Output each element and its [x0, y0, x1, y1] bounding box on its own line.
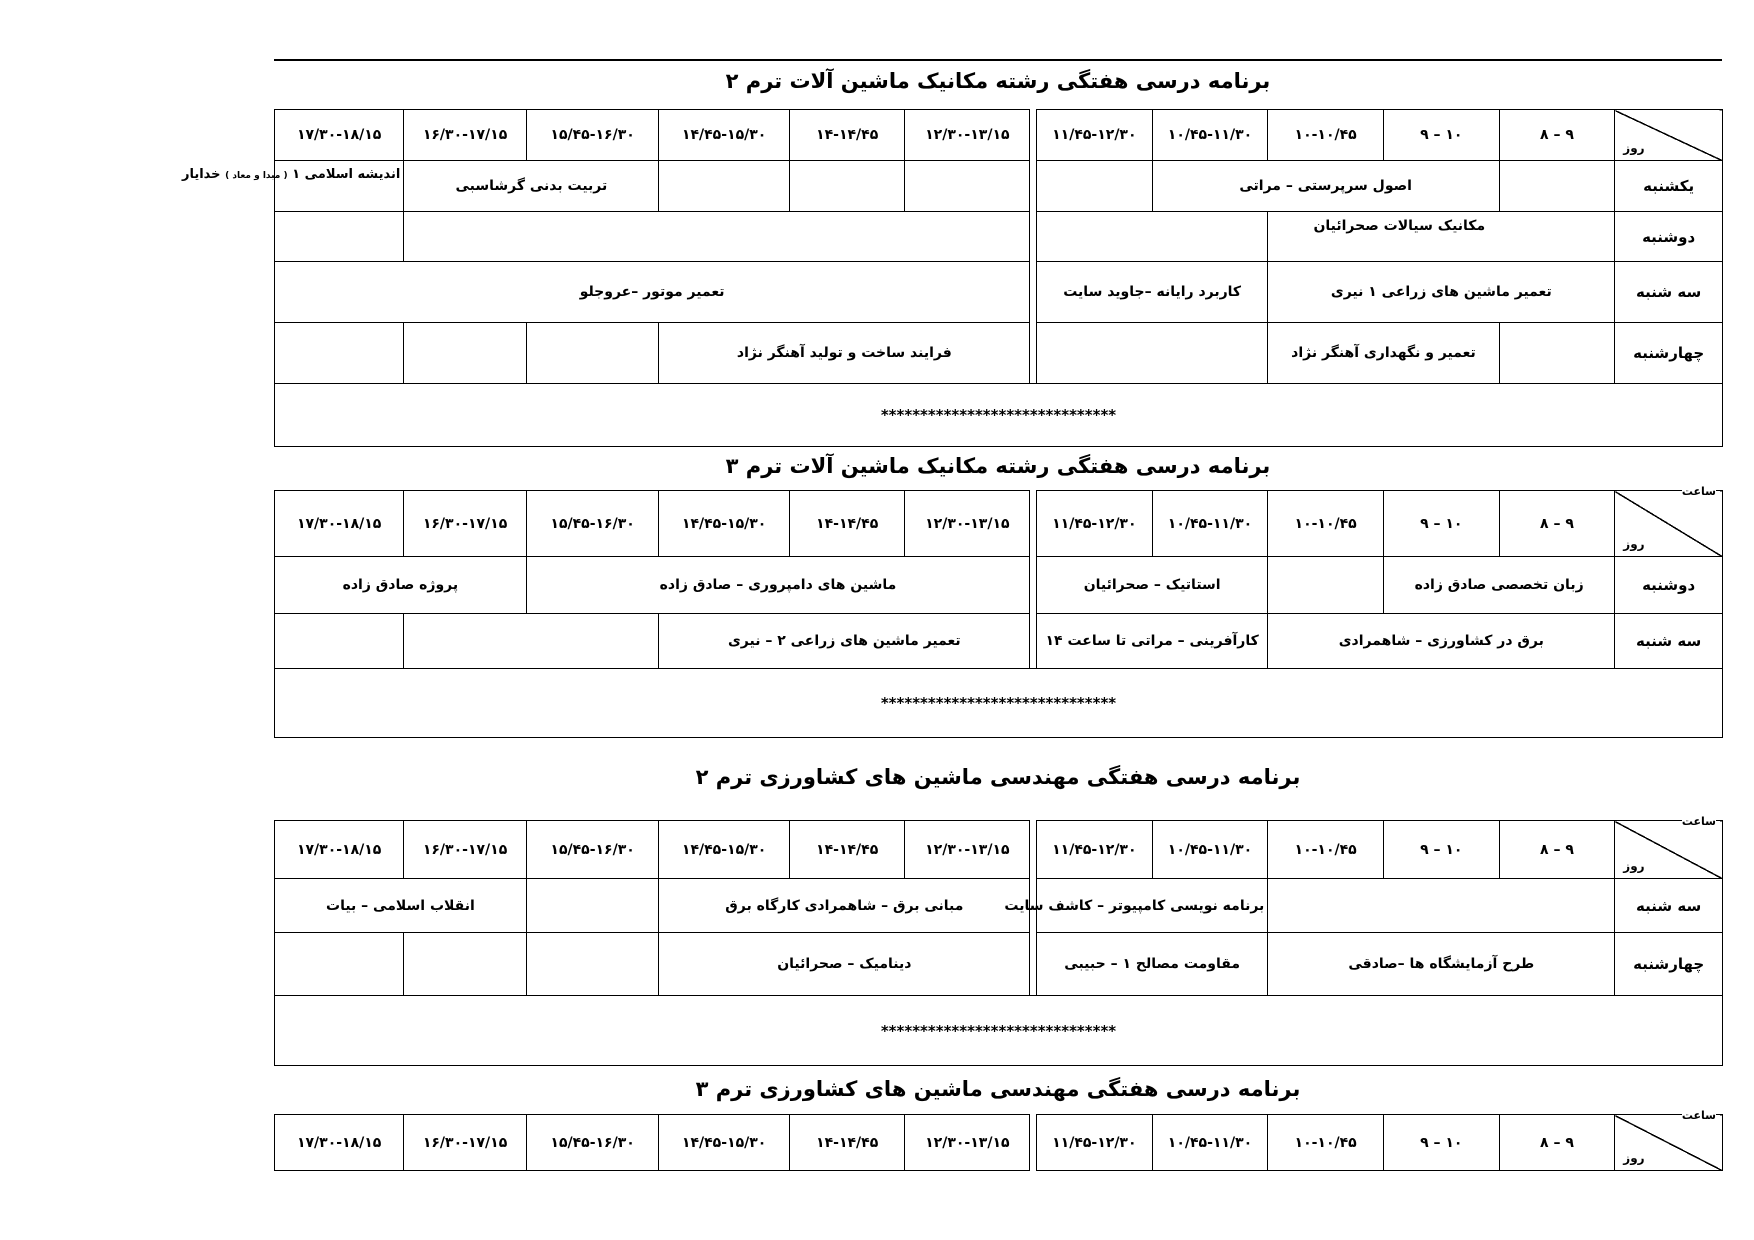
time-header: ۹ – ۱۰ — [1383, 821, 1499, 879]
course-cell: مبانی برق – شاهمرادی کارگاه برق — [659, 879, 1030, 933]
column-gap — [1030, 110, 1037, 161]
day-time-corner — [1615, 1109, 1723, 1171]
schedule-cell — [404, 614, 659, 669]
time-header: ۱۰/۴۵-۱۱/۳۰ — [1152, 491, 1268, 557]
time-label: ساعت — [1681, 815, 1716, 828]
time-header: ۸ – ۹ — [1499, 491, 1615, 557]
course-cell: کاربرد رایانه –جاوید سایت — [1037, 262, 1268, 323]
course-note: ( مبدا و معاد ) — [225, 171, 288, 181]
course-cell: دینامیک – صحرائیان — [659, 933, 1030, 996]
schedule-cell — [1268, 557, 1384, 614]
course-cell: کارآفرینی – مراتی تا ساعت ۱۴ — [1037, 614, 1268, 669]
time-header: ۱۱/۴۵-۱۲/۳۰ — [1037, 110, 1153, 161]
day-time-corner — [1615, 110, 1723, 161]
course-cell — [181, 161, 404, 212]
time-header: ۱۷/۳۰-۱۸/۱۵ — [275, 491, 404, 557]
schedule-cell — [1499, 323, 1615, 384]
separator-stars: ****************************** — [275, 384, 1723, 447]
time-header: ۱۴-۱۴/۴۵ — [789, 821, 905, 879]
time-header: ۱۴/۴۵-۱۵/۳۰ — [659, 491, 789, 557]
schedule-cell — [275, 212, 404, 262]
time-header: ۱۴/۴۵-۱۵/۳۰ — [659, 1115, 789, 1171]
day-label: روز — [1623, 537, 1645, 551]
course-cell: اصول سرپرستی – مراتی — [1152, 161, 1499, 212]
schedule-cell — [526, 323, 659, 384]
time-header: ۸ – ۹ — [1499, 1115, 1615, 1171]
course-cell: ماشین های دامپروری – صادق زاده — [526, 557, 1029, 614]
day-label: روز — [1623, 859, 1645, 873]
time-header: ۱۲/۳۰-۱۳/۱۵ — [905, 491, 1030, 557]
time-header: ۱۶/۳۰-۱۷/۱۵ — [404, 821, 526, 879]
time-header: ۱۴/۴۵-۱۵/۳۰ — [659, 110, 789, 161]
time-header: ۱۱/۴۵-۱۲/۳۰ — [1037, 821, 1153, 879]
course-name: اندیشه اسلامی ۱ — [292, 167, 401, 182]
schedule-cell — [275, 933, 404, 996]
instructor-name: خدایار — [181, 167, 221, 182]
schedule-cell — [275, 614, 404, 669]
column-gap — [1030, 212, 1037, 262]
time-header: ۱۴-۱۴/۴۵ — [789, 1115, 905, 1171]
column-gap — [1030, 614, 1037, 669]
time-label: ساعت — [1681, 485, 1716, 498]
day-cell: سه شنبه — [1615, 262, 1723, 323]
time-header: ۱۶/۳۰-۱۷/۱۵ — [404, 110, 526, 161]
schedule-cell — [1499, 212, 1615, 262]
course-cell: برق در کشاورزی – شاهمرادی — [1268, 614, 1615, 669]
course-cell: برنامه نویسی کامپیوتر – کاشف سایت — [1037, 879, 1268, 933]
time-header: ۱۴/۴۵-۱۵/۳۰ — [659, 821, 789, 879]
separator-stars: ****************************** — [275, 996, 1723, 1066]
time-header: ۹ – ۱۰ — [1383, 110, 1499, 161]
column-gap — [1030, 323, 1037, 384]
schedule-cell — [659, 161, 789, 212]
course-cell: تعمیر ماشین های زراعی ۱ نیری — [1268, 262, 1615, 323]
time-header: ۱۰-۱۰/۴۵ — [1268, 110, 1384, 161]
course-cell: انقلاب اسلامی – بیات — [275, 879, 527, 933]
course-cell: زبان تخصصی صادق زاده — [1383, 557, 1614, 614]
time-header: ۹ – ۱۰ — [1383, 1115, 1499, 1171]
schedule-title: برنامه درسی هفتگی رشته مکانیک ماشین آلات ترم ۲ — [725, 69, 1271, 93]
column-gap — [1030, 491, 1037, 557]
schedule-cell — [526, 879, 659, 933]
time-header: ۱۷/۳۰-۱۸/۱۵ — [275, 821, 404, 879]
course-cell: طرح آزمایشگاه ها –صادقی — [1268, 933, 1615, 996]
day-cell: چهارشنبه — [1615, 933, 1723, 996]
day-cell: چهارشنبه — [1615, 323, 1723, 384]
day-cell: سه شنبه — [1615, 614, 1723, 669]
schedule-table — [274, 485, 1723, 738]
time-header: ۱۵/۴۵-۱۶/۳۰ — [526, 491, 659, 557]
day-cell: سه شنبه — [1615, 879, 1723, 933]
time-header: ۱۰-۱۰/۴۵ — [1268, 821, 1384, 879]
schedule-title: برنامه درسی هفتگی رشته مکانیک ماشین آلات ترم ۳ — [725, 454, 1271, 478]
time-header: ۱۴-۱۴/۴۵ — [789, 491, 905, 557]
schedule-cell — [1268, 879, 1615, 933]
column-gap — [1030, 161, 1037, 212]
schedule-cell — [404, 212, 1030, 262]
day-cell: دوشنبه — [1615, 212, 1723, 262]
time-header: ۱۷/۳۰-۱۸/۱۵ — [275, 110, 404, 161]
schedule-cell — [1499, 161, 1615, 212]
time-header: ۱۲/۳۰-۱۳/۱۵ — [905, 821, 1030, 879]
time-header: ۱۱/۴۵-۱۲/۳۰ — [1037, 491, 1153, 557]
time-header: ۱۶/۳۰-۱۷/۱۵ — [404, 491, 526, 557]
separator-stars: ****************************** — [275, 669, 1723, 738]
time-label: ساعت — [1681, 1109, 1716, 1122]
schedule-cell — [1037, 212, 1268, 262]
schedule-cell — [404, 933, 526, 996]
day-time-corner — [1615, 815, 1723, 879]
schedule-cell — [905, 161, 1030, 212]
top-rule — [274, 59, 1722, 61]
course-cell: مکانیک سیالات صحرائیان — [1268, 212, 1499, 262]
time-header: ۹ – ۱۰ — [1383, 491, 1499, 557]
time-header: ۱۰/۴۵-۱۱/۳۰ — [1152, 821, 1268, 879]
course-cell: تعمیر موتور –عروجلو — [275, 262, 1030, 323]
schedule-table — [181, 109, 1723, 447]
time-header: ۱۵/۴۵-۱۶/۳۰ — [526, 110, 659, 161]
schedule-table — [274, 1109, 1723, 1171]
schedule-table — [274, 815, 1723, 1066]
column-gap — [1030, 1115, 1037, 1171]
time-header: ۱۲/۳۰-۱۳/۱۵ — [905, 110, 1030, 161]
time-header: ۱۰-۱۰/۴۵ — [1268, 491, 1384, 557]
time-header: ۱۰/۴۵-۱۱/۳۰ — [1152, 110, 1268, 161]
time-header: ۱۷/۳۰-۱۸/۱۵ — [275, 1115, 404, 1171]
day-cell: دوشنبه — [1615, 557, 1723, 614]
day-cell: یکشنبه — [1615, 161, 1723, 212]
schedule-cell — [1037, 161, 1153, 212]
course-cell: پروژه صادق زاده — [275, 557, 527, 614]
time-header: ۱۶/۳۰-۱۷/۱۵ — [404, 1115, 526, 1171]
day-label: روز — [1623, 141, 1645, 155]
schedule-title: برنامه درسی هفتگی مهندسی ماشین های کشاورزی ترم ۲ — [695, 765, 1301, 789]
column-gap — [1030, 557, 1037, 614]
course-cell: فرایند ساخت و تولید آهنگر نژاد — [659, 323, 1030, 384]
time-header: ۱۵/۴۵-۱۶/۳۰ — [526, 1115, 659, 1171]
schedule-cell — [1037, 323, 1268, 384]
schedule-cell — [789, 161, 905, 212]
time-header: ۱۵/۴۵-۱۶/۳۰ — [526, 821, 659, 879]
schedule-title: برنامه درسی هفتگی مهندسی ماشین های کشاورزی ترم ۳ — [695, 1077, 1301, 1101]
column-gap — [1030, 821, 1037, 879]
time-header: ۱۱/۴۵-۱۲/۳۰ — [1037, 1115, 1153, 1171]
schedule-cell — [404, 323, 526, 384]
schedule-cell — [526, 933, 659, 996]
course-cell: تربیت بدنی گرشاسبی — [404, 161, 659, 212]
time-header: ۱۰-۱۰/۴۵ — [1268, 1115, 1384, 1171]
time-header: ۱۲/۳۰-۱۳/۱۵ — [905, 1115, 1030, 1171]
column-gap — [1030, 933, 1037, 996]
time-header: ۱۰/۴۵-۱۱/۳۰ — [1152, 1115, 1268, 1171]
schedule-cell — [275, 323, 404, 384]
time-header: ۸ – ۹ — [1499, 821, 1615, 879]
day-label: روز — [1623, 1151, 1645, 1165]
course-cell: تعمیر و نگهداری آهنگر نژاد — [1268, 323, 1499, 384]
time-header: ۱۴-۱۴/۴۵ — [789, 110, 905, 161]
course-cell: مقاومت مصالح ۱ – حبیبی — [1037, 933, 1268, 996]
day-time-corner — [1615, 485, 1723, 557]
time-header: ۸ – ۹ — [1499, 110, 1615, 161]
column-gap — [1030, 262, 1037, 323]
course-cell: تعمیر ماشین های زراعی ۲ – نیری — [659, 614, 1030, 669]
course-cell: استاتیک – صحرائیان — [1037, 557, 1268, 614]
